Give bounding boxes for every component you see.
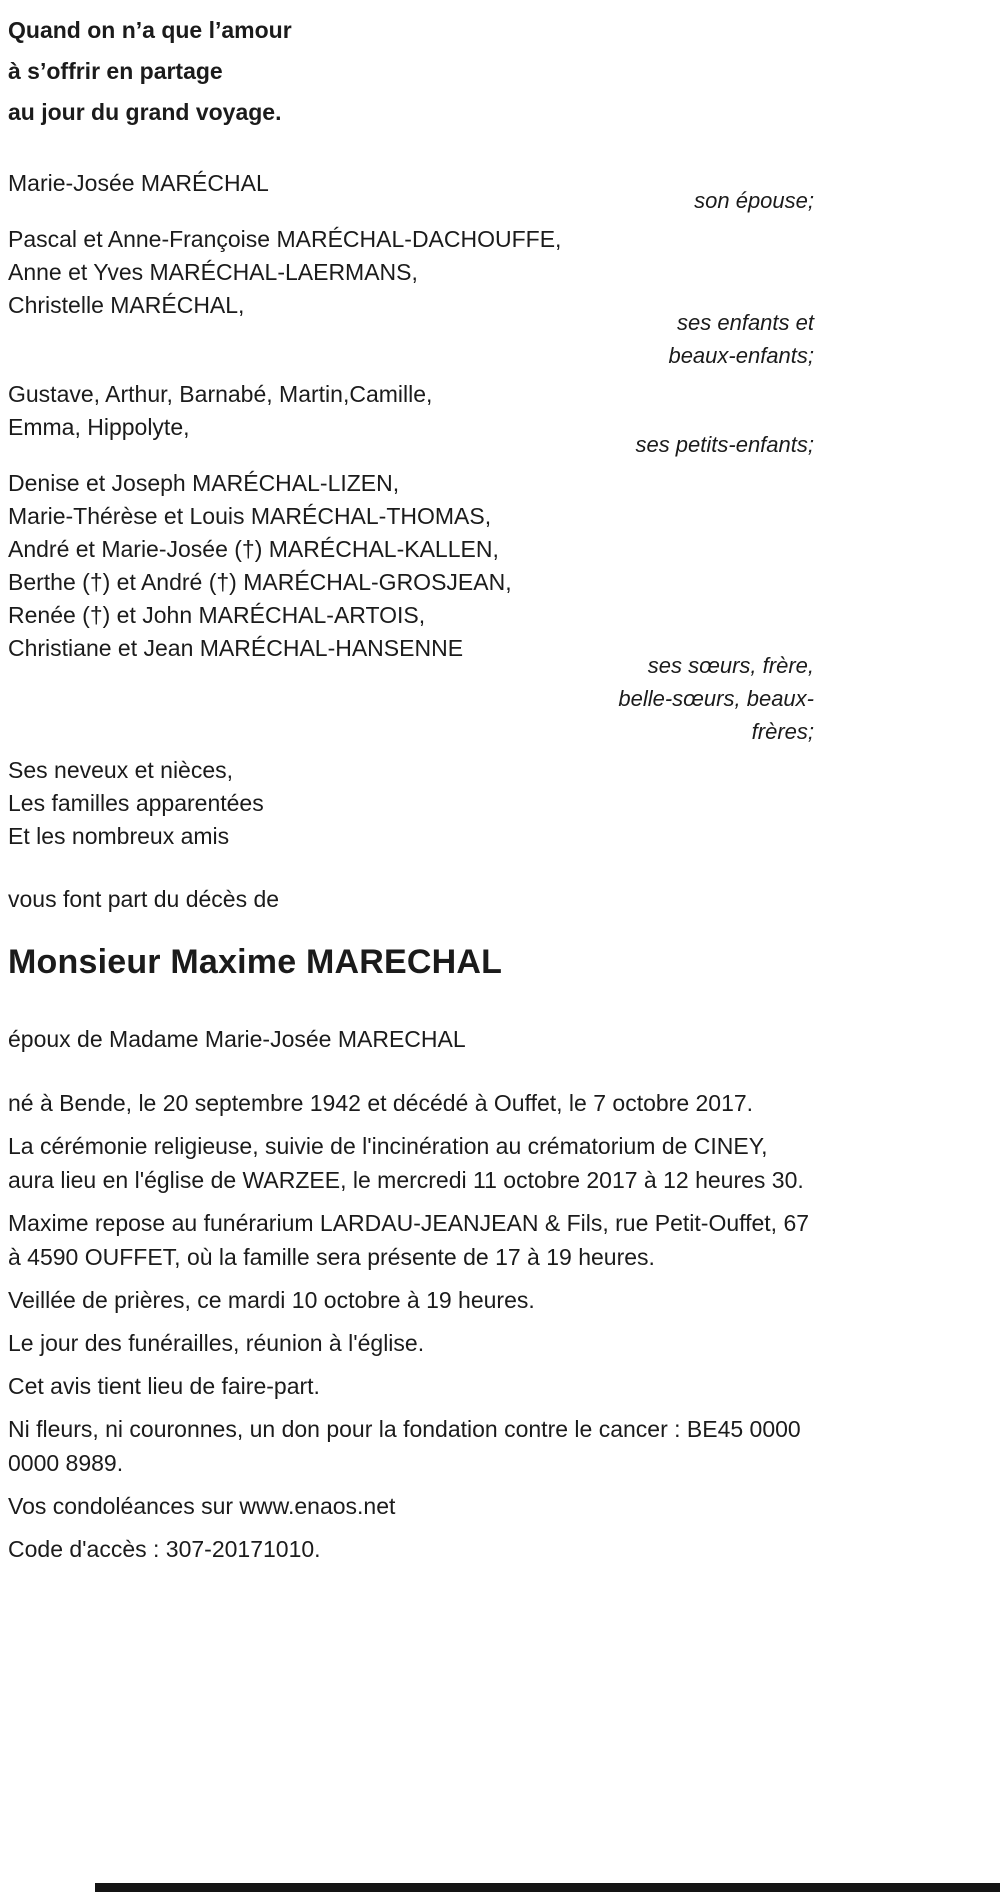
relation-label: ses enfants et (677, 310, 814, 335)
relation-label: frères; (751, 719, 814, 744)
family-name: Pascal et Anne-Françoise MARÉCHAL-DACHOUFFE, (8, 226, 562, 252)
family-name: Les familles apparentées (8, 790, 264, 816)
opening-poem (8, 10, 814, 133)
family-section-others (8, 754, 814, 853)
access-code-line: Code d'accès : 307-20171010. (8, 1536, 321, 1562)
family-names (8, 467, 814, 665)
family-name: Berthe (†) et André (†) MARÉCHAL-GROSJEAN, (8, 569, 512, 595)
relation-label: son épouse; (694, 188, 814, 213)
ceremony-paragraph: La cérémonie religieuse, suivie de l'incinération au crématorium de CINEY, aura lieu en l'église de WARZEE, le mercredi 11 octobre 2017 à 12 heures 30. (8, 1133, 804, 1193)
announcement-intro: vous font part du décès de (8, 886, 280, 912)
funerarium-paragraph: Maxime repose au funérarium LARDAU-JEANJEAN & Fils, rue Petit-Ouffet, 67 à 4590 OUFFET, où la famille sera présente de 17 à 19 heures. (8, 1210, 810, 1270)
family-name: Renée (†) et John MARÉCHAL-ARTOIS, (8, 602, 426, 628)
family-names (8, 754, 814, 853)
family-section-children (8, 223, 814, 372)
family-section-grandchildren (8, 378, 814, 461)
relation-label: ses sœurs, frère, (647, 653, 814, 678)
family-name: Denise et Joseph MARÉCHAL-LIZEN, (8, 470, 400, 496)
family-name: Emma, Hippolyte, (8, 414, 190, 440)
relation-label: belle-sœurs, beaux- (618, 686, 814, 711)
family-name: André et Marie-Josée (†) MARÉCHAL-KALLEN, (8, 536, 499, 562)
family-section-spouse (8, 167, 814, 217)
relation-label: beaux-enfants; (668, 343, 814, 368)
birth-death-line: né à Bende, le 20 septembre 1942 et décédé à Ouffet, le 7 octobre 2017. (8, 1090, 754, 1116)
funeral-day-line: Le jour des funérailles, réunion à l'église. (8, 1330, 425, 1356)
family-name: Marie-Josée MARÉCHAL (8, 170, 269, 196)
vigil-line: Veillée de prières, ce mardi 10 octobre à 19 heures. (8, 1287, 535, 1313)
family-section-siblings (8, 467, 814, 748)
details-block (8, 1086, 814, 1566)
family-name: Christiane et Jean MARÉCHAL-HANSENNE (8, 635, 464, 661)
relation-label: ses petits-enfants; (635, 432, 814, 457)
family-name: Christelle MARÉCHAL, (8, 292, 245, 318)
family-name: Anne et Yves MARÉCHAL-LAERMANS, (8, 259, 418, 285)
spouse-line: époux de Madame Marie-Josée MARECHAL (8, 1026, 466, 1052)
donation-paragraph: Ni fleurs, ni couronnes, un don pour la fondation contre le cancer : BE45 0000 0000 8989. (8, 1416, 801, 1476)
deceased-name: Monsieur Maxime MARECHAL (8, 943, 503, 981)
family-name: Ses neveux et nièces, (8, 757, 234, 783)
poem-line: au jour du grand voyage. (8, 99, 282, 125)
poem-line: à s’offrir en partage (8, 58, 223, 84)
bottom-crop-bar (95, 1883, 1000, 1892)
family-name: Gustave, Arthur, Barnabé, Martin,Camille, (8, 381, 433, 407)
family-name: Et les nombreux amis (8, 823, 230, 849)
condolences-line: Vos condoléances sur www.enaos.net (8, 1493, 396, 1519)
notice-line: Cet avis tient lieu de faire-part. (8, 1373, 320, 1399)
poem-line: Quand on n’a que l’amour (8, 17, 292, 43)
family-name: Marie-Thérèse et Louis MARÉCHAL-THOMAS, (8, 503, 492, 529)
